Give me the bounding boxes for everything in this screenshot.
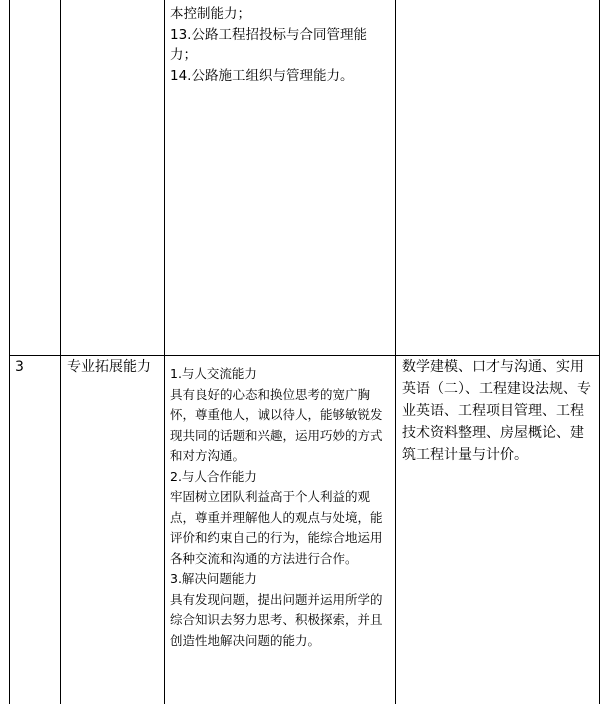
requirement-title: 3.解决问题能力	[170, 571, 257, 586]
row-number: 3	[15, 359, 24, 375]
courses-cell	[396, 0, 600, 356]
requirement-title: 1.与人交流能力	[170, 366, 257, 381]
courses-cell	[396, 356, 600, 704]
requirement-line: 14.公路施工组织与管理能力。	[170, 67, 354, 84]
ability-requirements	[165, 0, 395, 86]
curriculum-table	[9, 0, 600, 704]
requirement-desc: 牢固树立团队利益高于个人利益的观点，尊重并理解他人的观点与处境，能评价和约束自己的行为，能综合地运用各种交流和沟通的方法进行合作。	[170, 489, 383, 566]
requirement-desc: 具有发现问题，提出问题并运用所学的综合知识去努力思考、积极探索，并且创造性地解决问题的能力。	[170, 591, 383, 648]
ability-name: 专业拓展能力	[67, 359, 151, 375]
table-row	[10, 0, 600, 356]
requirement-line: 13.公路工程招投标与合同管理能力；	[170, 26, 367, 63]
ability-name-cell	[61, 0, 165, 356]
requirement-line: 本控制能力；	[170, 6, 251, 22]
ability-requirements-cell	[165, 356, 396, 704]
ability-requirements	[165, 356, 395, 651]
table-row	[10, 356, 600, 704]
requirement-desc: 具有良好的心态和换位思考的宽广胸怀，尊重他人，诚以待人，能够敏锐发现共同的话题和兴趣，运用巧妙的方式和对方沟通。	[170, 386, 383, 463]
row-number-cell	[10, 356, 61, 704]
courses-text: 数学建模、口才与沟通、实用英语（二）、工程建设法规、专业英语、工程项目管理、工程技术资料整理、房屋概论、建筑工程计量与计价。	[402, 359, 591, 463]
row-number-cell	[10, 0, 61, 356]
ability-name-cell	[61, 356, 165, 704]
ability-requirements-cell	[165, 0, 396, 356]
requirement-title: 2.与人合作能力	[170, 468, 257, 484]
